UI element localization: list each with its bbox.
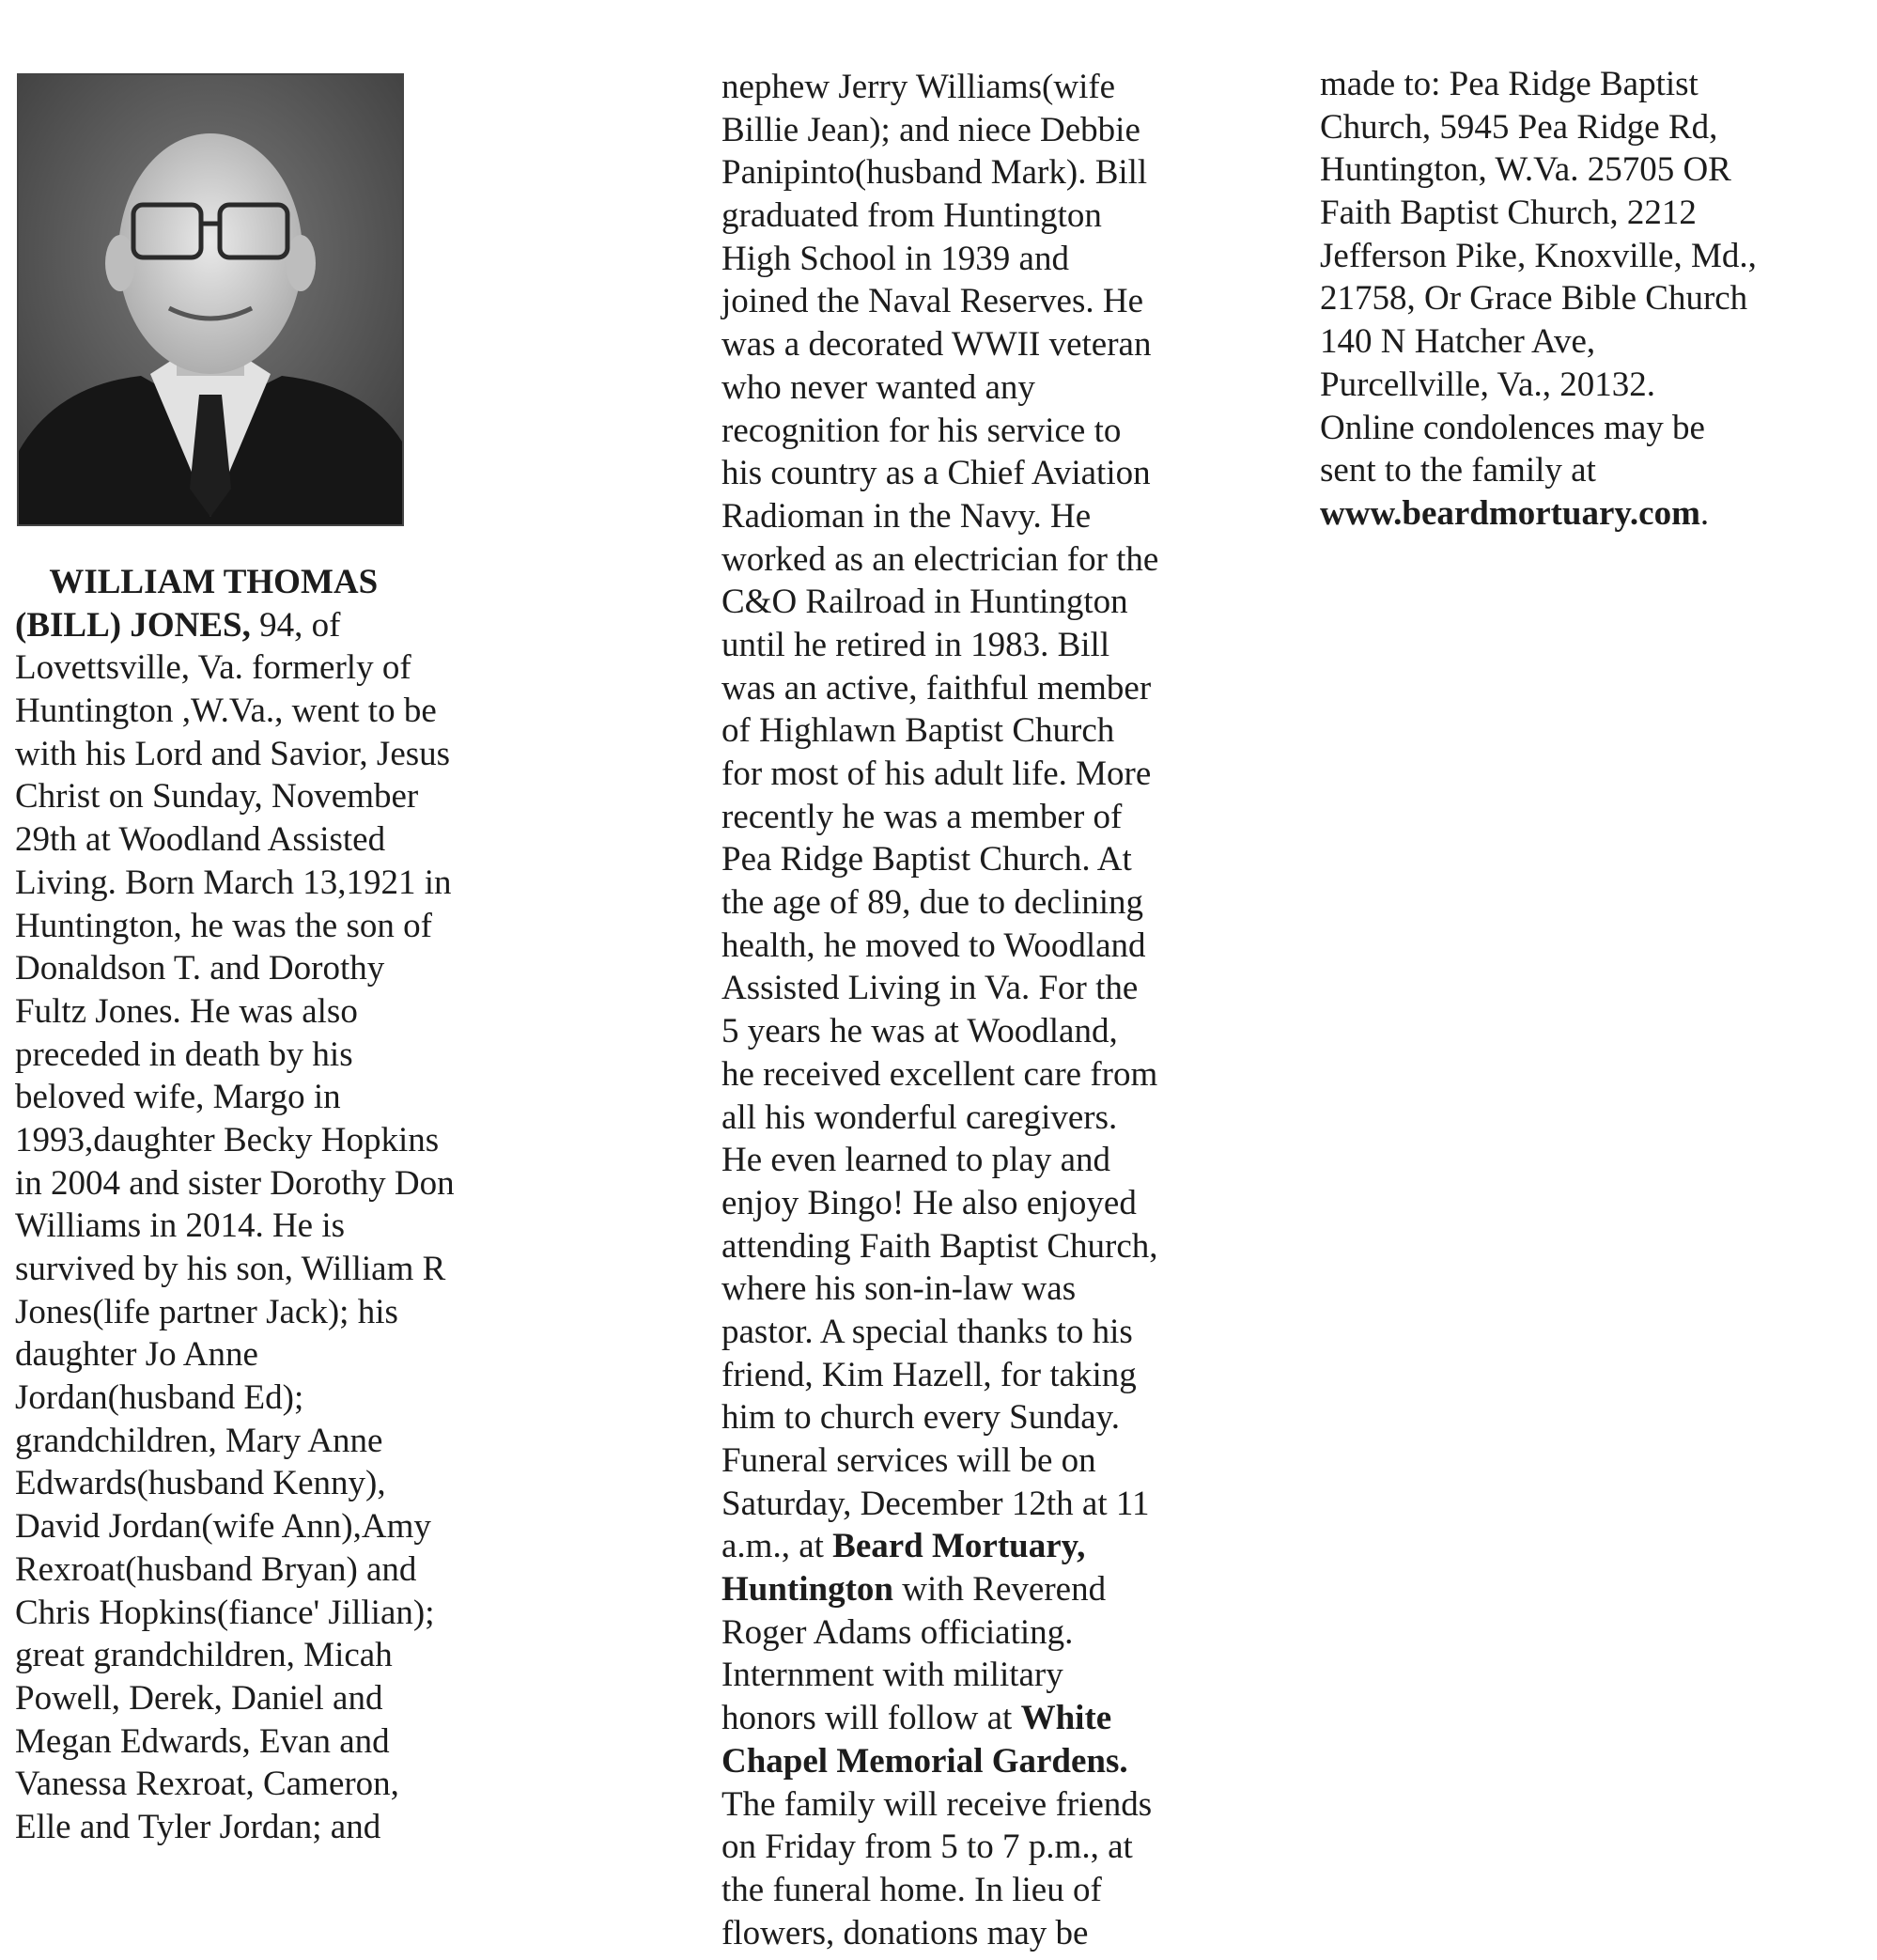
text-segment: grandchildren, Mary Anne xyxy=(15,1421,383,1460)
text-segment: Lovettsville, Va. formerly of xyxy=(15,648,411,688)
text-segment: Chris Hopkins(fiance' Jillian); xyxy=(15,1593,435,1632)
bold-text: Chapel Memorial Gardens. xyxy=(721,1741,1128,1781)
text-line xyxy=(15,1505,455,1548)
text-line xyxy=(721,1869,1158,1912)
text-line xyxy=(721,1740,1158,1783)
text-line xyxy=(721,1826,1158,1869)
text-line xyxy=(15,1677,455,1720)
text-segment: until he retired in 1983. Bill xyxy=(721,625,1110,664)
text-line xyxy=(721,66,1158,109)
text-line xyxy=(721,109,1158,152)
text-line xyxy=(721,1611,1158,1655)
text-segment: friend, Kim Hazell, for taking xyxy=(721,1355,1137,1394)
text-segment: Assisted Living in Va. For the xyxy=(721,969,1139,1008)
text-line xyxy=(721,495,1158,538)
text-segment: 140 N Hatcher Ave, xyxy=(1320,322,1596,362)
text-segment: Pea Ridge Baptist Church. At xyxy=(721,840,1132,879)
text-segment: 21758, Or Grace Bible Church xyxy=(1320,279,1748,319)
text-segment: . xyxy=(1699,493,1710,533)
text-line xyxy=(721,1354,1158,1397)
text-line xyxy=(15,905,455,948)
text-segment: Jefferson Pike, Knoxville, Md., xyxy=(1320,236,1757,275)
bold-text: (BILL) JONES, xyxy=(15,605,251,645)
text-line xyxy=(721,1783,1158,1827)
text-line xyxy=(721,538,1158,582)
text-line xyxy=(721,624,1158,667)
text-line xyxy=(721,1268,1158,1311)
text-segment: Christ on Sunday, November xyxy=(15,777,419,817)
text-line xyxy=(15,1034,455,1077)
bold-text: WILLIAM THOMAS xyxy=(15,563,379,601)
text-segment: Donaldson T. and Dorothy xyxy=(15,949,385,988)
portrait-photo xyxy=(17,73,404,526)
text-line xyxy=(15,1162,455,1206)
text-segment: nephew Jerry Williams(wife xyxy=(721,68,1116,106)
text-line xyxy=(721,796,1158,839)
text-line xyxy=(1320,192,1757,235)
text-line xyxy=(721,410,1158,453)
text-segment: Online condolences may be xyxy=(1320,408,1705,447)
text-line xyxy=(15,1333,455,1377)
text-segment: David Jordan(wife Ann),Amy xyxy=(15,1507,431,1547)
bold-text: Huntington xyxy=(721,1570,894,1610)
text-segment: Billie Jean); and niece Debbie xyxy=(721,110,1140,149)
text-line xyxy=(721,1396,1158,1439)
text-segment: him to church every Sunday. xyxy=(721,1398,1121,1438)
text-segment: health, he moved to Woodland xyxy=(721,926,1146,965)
text-line xyxy=(721,323,1158,366)
text-segment: honors will follow at xyxy=(721,1699,1021,1738)
text-segment: was a decorated WWII veteran xyxy=(721,325,1152,365)
text-line xyxy=(15,1377,455,1420)
text-segment: for most of his adult life. More xyxy=(721,754,1152,793)
text-segment: his country as a Chief Aviation xyxy=(721,454,1151,493)
text-line xyxy=(1320,320,1757,364)
text-segment: Jordan(husband Ed); xyxy=(15,1378,304,1418)
text-line xyxy=(721,753,1158,796)
text-line xyxy=(721,1525,1158,1568)
text-line xyxy=(15,1248,455,1291)
text-line xyxy=(721,1053,1158,1097)
text-segment: Saturday, December 12th at 11 xyxy=(721,1484,1150,1523)
text-segment: was an active, faithful member xyxy=(721,668,1152,708)
text-line xyxy=(15,604,455,647)
text-segment: Church, 5945 Pea Ridge Rd, xyxy=(1320,107,1718,147)
text-line xyxy=(721,1311,1158,1354)
text-line xyxy=(721,1697,1158,1740)
text-segment: Funeral services will be on xyxy=(721,1441,1096,1480)
text-line xyxy=(15,1634,455,1677)
text-segment: who never wanted any xyxy=(721,367,1035,407)
text-segment: flowers, donations may be xyxy=(721,1913,1089,1952)
text-segment: Huntington ,W.Va., went to be xyxy=(15,692,437,731)
text-line xyxy=(721,1097,1158,1140)
text-line xyxy=(721,1010,1158,1053)
text-line xyxy=(721,1912,1158,1955)
text-line xyxy=(721,280,1158,323)
text-segment: all his wonderful caregivers. xyxy=(721,1097,1118,1137)
text-segment: Huntington, W.Va. 25705 OR xyxy=(1320,150,1731,190)
text-segment: beloved wife, Margo in xyxy=(15,1078,341,1117)
text-line xyxy=(721,581,1158,624)
text-segment: Williams in 2014. He is xyxy=(15,1206,346,1246)
text-line xyxy=(1320,277,1757,320)
text-line xyxy=(15,1205,455,1248)
text-line xyxy=(721,194,1158,238)
text-segment: survived by his son, William R xyxy=(15,1250,446,1288)
text-line xyxy=(15,775,455,818)
obituary-column-1 xyxy=(15,561,455,1849)
text-line xyxy=(15,947,455,990)
text-segment: great grandchildren, Micah xyxy=(15,1636,393,1675)
bold-text: www.beardmortuary.com xyxy=(1320,493,1700,533)
text-line xyxy=(721,1182,1158,1225)
text-segment: with Reverend xyxy=(893,1570,1107,1610)
text-line xyxy=(1320,63,1757,106)
text-line xyxy=(15,990,455,1034)
text-line xyxy=(721,366,1158,410)
text-line xyxy=(1320,492,1757,536)
text-segment: He even learned to play and xyxy=(721,1141,1111,1180)
text-segment: in 2004 and sister Dorothy Don xyxy=(15,1163,455,1203)
text-segment: Fultz Jones. He was also xyxy=(15,991,358,1031)
text-line xyxy=(721,1439,1158,1483)
text-line xyxy=(15,690,455,733)
text-segment: preceded in death by his xyxy=(15,1034,353,1074)
text-segment: recently he was a member of xyxy=(721,797,1123,836)
text-line xyxy=(15,1806,455,1849)
text-segment: Living. Born March 13,1921 in xyxy=(15,863,452,902)
text-line xyxy=(15,733,455,776)
text-segment: Huntington, he was the son of xyxy=(15,906,432,945)
text-segment: 94, of xyxy=(250,605,341,645)
text-segment: Radioman in the Navy. He xyxy=(721,496,1092,536)
text-segment: sent to the family at xyxy=(1320,451,1596,490)
text-line xyxy=(721,1483,1158,1526)
text-segment: enjoy Bingo! He also enjoyed xyxy=(721,1183,1137,1222)
text-line xyxy=(721,881,1158,925)
text-line xyxy=(15,1119,455,1162)
text-segment: made to: Pea Ridge Baptist xyxy=(1320,65,1699,103)
text-line xyxy=(15,1592,455,1635)
text-line xyxy=(721,1225,1158,1268)
text-line xyxy=(15,1720,455,1764)
text-segment: Powell, Derek, Daniel and xyxy=(15,1678,383,1718)
text-segment: 5 years he was at Woodland, xyxy=(721,1012,1118,1051)
text-line xyxy=(1320,407,1757,450)
text-segment: worked as an electrician for the xyxy=(721,539,1159,579)
text-line xyxy=(15,1076,455,1119)
text-line xyxy=(721,452,1158,495)
text-segment: 1993,daughter Becky Hopkins xyxy=(15,1120,440,1159)
text-line xyxy=(721,838,1158,881)
text-line xyxy=(721,1568,1158,1611)
text-segment: joined the Naval Reserves. He xyxy=(721,282,1143,321)
text-segment: Faith Baptist Church, 2212 xyxy=(1320,194,1697,233)
text-line xyxy=(15,818,455,862)
text-line xyxy=(1320,364,1757,407)
text-segment: with his Lord and Savior, Jesus xyxy=(15,734,451,773)
text-segment: a.m., at xyxy=(721,1527,833,1566)
text-line xyxy=(721,967,1158,1010)
text-segment: 29th at Woodland Assisted xyxy=(15,820,386,860)
text-segment: Vanessa Rexroat, Cameron, xyxy=(15,1765,399,1804)
text-line xyxy=(721,1654,1158,1697)
text-segment: C&O Railroad in Huntington xyxy=(721,583,1128,622)
obituary-column-2 xyxy=(721,66,1158,1954)
text-segment: High School in 1939 and xyxy=(721,239,1069,278)
text-line xyxy=(15,1291,455,1334)
text-segment: Internment with military xyxy=(721,1656,1063,1695)
text-segment: The family will receive friends xyxy=(721,1784,1153,1824)
text-segment: where his son-in-law was xyxy=(721,1269,1077,1309)
text-segment: Megan Edwards, Evan and xyxy=(15,1721,390,1761)
text-line xyxy=(721,925,1158,968)
text-segment: Elle and Tyler Jordan; and xyxy=(15,1807,381,1846)
bold-text: Beard Mortuary, xyxy=(832,1527,1086,1566)
text-segment: Edwards(husband Kenny), xyxy=(15,1464,386,1503)
text-line xyxy=(15,1548,455,1592)
text-line xyxy=(721,238,1158,281)
text-line xyxy=(721,667,1158,710)
text-line xyxy=(1320,106,1757,149)
bold-text: White xyxy=(1020,1699,1112,1738)
text-segment: Panipinto(husband Mark). Bill xyxy=(721,153,1148,193)
text-line xyxy=(15,862,455,905)
text-segment: graduated from Huntington xyxy=(721,196,1102,236)
text-segment: Purcellville, Va., 20132. xyxy=(1320,365,1655,404)
text-line xyxy=(15,1420,455,1463)
text-line xyxy=(1320,148,1757,192)
text-line xyxy=(721,151,1158,194)
obituary-column-3 xyxy=(1320,63,1757,536)
text-line xyxy=(721,709,1158,753)
text-line xyxy=(721,1139,1158,1182)
text-segment: Roger Adams officiating. xyxy=(721,1612,1074,1652)
text-segment: the funeral home. In lieu of xyxy=(721,1870,1102,1909)
text-line xyxy=(15,1763,455,1806)
text-segment: on Friday from 5 to 7 p.m., at xyxy=(721,1828,1133,1867)
text-segment: daughter Jo Anne xyxy=(15,1335,258,1375)
text-segment: recognition for his service to xyxy=(721,411,1122,450)
text-line xyxy=(1320,449,1757,492)
text-segment: Jones(life partner Jack); his xyxy=(15,1292,398,1331)
text-segment: he received excellent care from xyxy=(721,1054,1158,1094)
text-segment: the age of 89, due to declining xyxy=(721,883,1144,923)
text-segment: attending Faith Baptist Church, xyxy=(721,1226,1158,1266)
text-line xyxy=(15,561,455,604)
text-segment: pastor. A special thanks to his xyxy=(721,1312,1133,1351)
text-segment: of Highlawn Baptist Church xyxy=(721,711,1115,751)
text-line xyxy=(15,646,455,690)
text-line xyxy=(15,1462,455,1505)
text-line xyxy=(1320,235,1757,278)
text-segment: Rexroat(husband Bryan) and xyxy=(15,1549,417,1589)
